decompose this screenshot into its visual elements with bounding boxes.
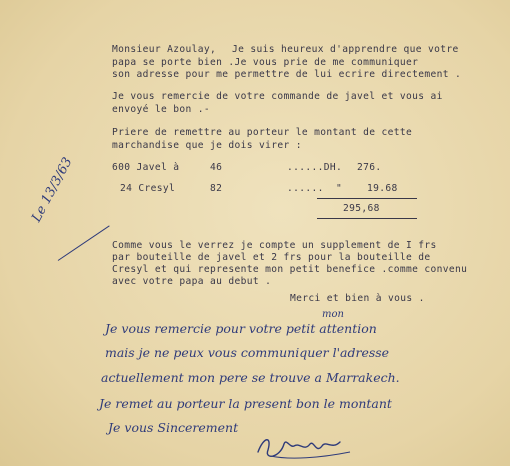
closing: Merci et bien à vous . bbox=[290, 293, 425, 304]
item-row-1-qty: 600 Javel à bbox=[112, 162, 180, 173]
item-row-1-amount: 276. bbox=[357, 162, 382, 173]
paragraph-3-line-1: Priere de remettre au porteur le montant de cette bbox=[112, 127, 413, 138]
paragraph-4-line-3: Cresyl et qui represente mon petit benefice .comme convenu bbox=[112, 264, 468, 275]
paragraph-1-line-1: Je suis heureux d'apprendre que votre bbox=[232, 44, 459, 55]
paragraph-2-line-2: envoyé le bon .- bbox=[112, 104, 211, 115]
item-row-2-dots: ...... " bbox=[287, 183, 343, 194]
salutation: Monsieur Azoulay, bbox=[112, 44, 217, 55]
paragraph-4-line-2: par bouteille de javel et 2 frs pour la bouteille de bbox=[112, 252, 431, 263]
total-amount: 295,68 bbox=[343, 203, 380, 214]
item-row-2-amount: 19.68 bbox=[367, 183, 398, 194]
paragraph-1-line-2: papa se porte bien .Je vous prie de me communiquer bbox=[112, 57, 419, 68]
signature bbox=[250, 430, 360, 464]
total-rule-bottom bbox=[317, 218, 417, 219]
handwritten-line-3: actuellement mon pere se trouve a Marrakech. bbox=[101, 370, 400, 385]
margin-date-note: Le 13/3/63 bbox=[29, 155, 76, 225]
paragraph-1-line-3: son adresse pour me permettre de lui ecrire directement . bbox=[112, 69, 462, 80]
item-row-1-price: 46 bbox=[210, 162, 223, 173]
item-row-2-price: 82 bbox=[210, 183, 223, 194]
paragraph-4-line-4: avec votre papa au debut . bbox=[112, 276, 272, 287]
paragraph-4-line-1: Comme vous le verrez je compte un supplement de I frs bbox=[112, 240, 437, 251]
total-rule-top bbox=[317, 198, 417, 199]
handwritten-word-above: mon bbox=[322, 309, 344, 320]
paragraph-3-line-2: marchandise que je dois virer : bbox=[112, 140, 302, 151]
handwritten-line-4: Je remet au porteur la present bon le montant bbox=[99, 396, 392, 411]
handwritten-line-2: mais je ne peux vous communiquer l'adresse bbox=[105, 345, 390, 360]
item-row-1-dots: ......DH. bbox=[287, 162, 343, 173]
handwritten-line-1: Je vous remercie pour votre petit attention bbox=[105, 321, 377, 336]
paragraph-2-line-1: Je vous remercie de votre commande de javel et vous ai bbox=[112, 91, 443, 102]
handwritten-line-5: Je vous Sincerement bbox=[108, 420, 239, 435]
item-row-2-qty: 24 Cresyl bbox=[120, 183, 176, 194]
